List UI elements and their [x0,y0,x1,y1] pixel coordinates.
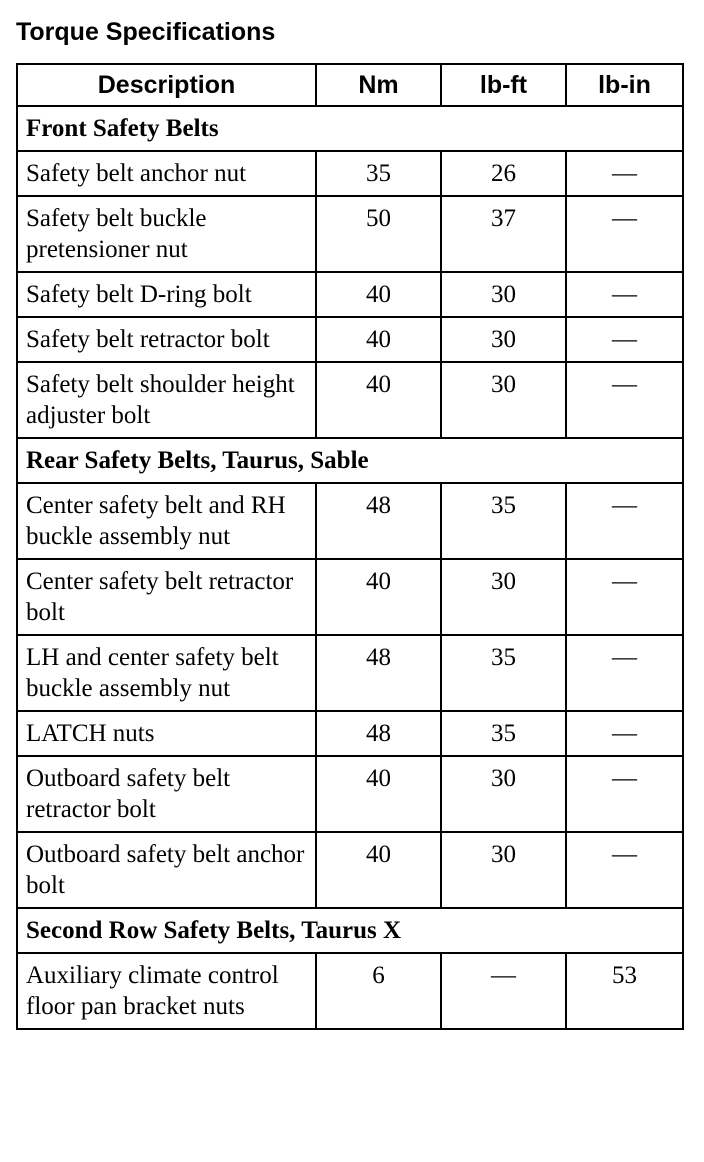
table-row [17,362,683,438]
lb-ft-cell: 30 [441,832,566,908]
description-cell: Outboard safety belt anchor bolt [17,832,316,908]
lb-in-cell: — [566,635,683,711]
table-row [17,196,683,272]
lb-in-cell: — [566,483,683,559]
table-row [17,559,683,635]
table-row [17,317,683,362]
lb-in-cell: — [566,151,683,196]
lb-in-cell: — [566,272,683,317]
table-row [17,953,683,1029]
lb-ft-cell: 30 [441,317,566,362]
lb-in-cell: — [566,832,683,908]
lb-ft-cell: 35 [441,635,566,711]
nm-cell: 50 [316,196,441,272]
nm-cell: 40 [316,756,441,832]
table-row [17,483,683,559]
lb-in-cell: — [566,362,683,438]
column-header-nm: Nm [316,64,441,106]
header-row [17,64,683,106]
lb-ft-cell: 30 [441,362,566,438]
table-row [17,756,683,832]
description-cell: Outboard safety belt retractor bolt [17,756,316,832]
section-row [17,106,683,151]
description-cell: Safety belt shoulder height adjuster bolt [17,362,316,438]
nm-cell: 35 [316,151,441,196]
lb-ft-cell: 26 [441,151,566,196]
nm-cell: 48 [316,635,441,711]
lb-in-cell: — [566,711,683,756]
table-row [17,635,683,711]
nm-cell: 48 [316,483,441,559]
description-cell: LH and center safety belt buckle assembly nut [17,635,316,711]
description-cell: Safety belt retractor bolt [17,317,316,362]
lb-ft-cell: 35 [441,711,566,756]
nm-cell: 48 [316,711,441,756]
nm-cell: 40 [316,559,441,635]
section-row [17,438,683,483]
column-header-lb-ft: lb-ft [441,64,566,106]
lb-ft-cell: — [441,953,566,1029]
description-cell: Safety belt buckle pretensioner nut [17,196,316,272]
lb-ft-cell: 30 [441,272,566,317]
lb-ft-cell: 30 [441,756,566,832]
description-cell: Center safety belt and RH buckle assembly nut [17,483,316,559]
lb-in-cell: — [566,756,683,832]
table-row [17,151,683,196]
table-body [17,106,683,1029]
column-header-description: Description [17,64,316,106]
nm-cell: 40 [316,272,441,317]
page-title: Torque Specifications [16,18,276,46]
table-row [17,711,683,756]
section-heading: Rear Safety Belts, Taurus, Sable [17,438,683,483]
table-row [17,832,683,908]
lb-in-cell: — [566,559,683,635]
lb-in-cell: — [566,196,683,272]
section-row [17,908,683,953]
nm-cell: 40 [316,362,441,438]
nm-cell: 6 [316,953,441,1029]
description-cell: Safety belt D-ring bolt [17,272,316,317]
description-cell: Safety belt anchor nut [17,151,316,196]
column-header-lb-in: lb-in [566,64,683,106]
lb-in-cell: — [566,317,683,362]
torque-table [16,63,684,1030]
lb-ft-cell: 35 [441,483,566,559]
section-heading: Front Safety Belts [17,106,683,151]
lb-in-cell: 53 [566,953,683,1029]
nm-cell: 40 [316,317,441,362]
description-cell: LATCH nuts [17,711,316,756]
description-cell: Auxiliary climate control floor pan bracket nuts [17,953,316,1029]
table-row [17,272,683,317]
lb-ft-cell: 30 [441,559,566,635]
nm-cell: 40 [316,832,441,908]
section-heading: Second Row Safety Belts, Taurus X [17,908,683,953]
description-cell: Center safety belt retractor bolt [17,559,316,635]
lb-ft-cell: 37 [441,196,566,272]
